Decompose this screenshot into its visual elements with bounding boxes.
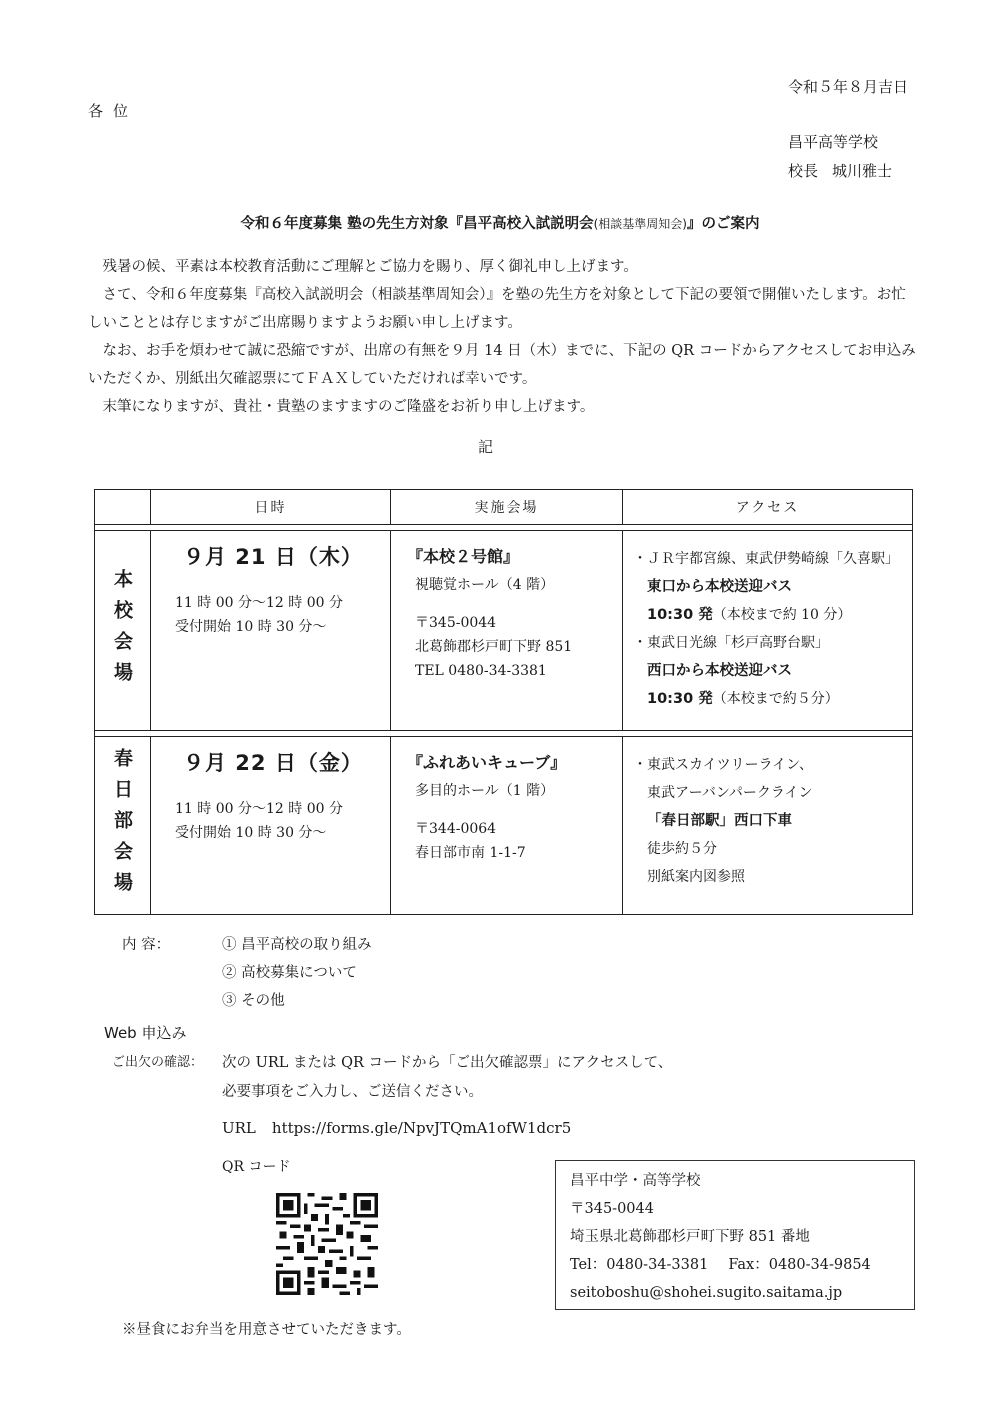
principal-title: 校長 [788,162,819,180]
web-text-line: 次の URL または QR コードから「ご出欠確認票」にアクセスして、 [222,1055,673,1071]
contact-address: 埼玉県北葛飾郡杉戸町下野 851 番地 [570,1229,810,1245]
table-header-row [95,490,913,525]
row-label: 本校会場 [111,568,133,693]
access-cell [623,737,913,915]
web-text-line: 必要事項をご入力し、ご送信ください。 [222,1084,483,1100]
contact-phone-line [570,1251,914,1279]
access-note: （本校まで約５分） [712,691,839,707]
access-line: ・ＪＲ宇都宮線、東武伊勢崎線「久喜駅」 [633,551,899,567]
access-line: ・東武日光線「杉戸高野台駅」 [633,635,829,651]
access-bus: 西口から本校送迎バス [647,663,792,679]
title-sub: (相談基準周知会) [593,217,687,231]
title-main: 令和６年度募集 塾の先生方対象『昌平高校入試説明会 [240,216,594,232]
venue-room: 視聴覚ホール（4 階） [415,577,555,593]
access-walk: 徒歩約５分 [647,841,717,857]
access-departure: 10:30 発 [647,691,713,707]
table-row [95,531,913,731]
row-label-cell [95,737,151,915]
body-paragraph: 末筆になりますが、貴社・貴塾のますますのご隆盛をお祈り申し上げます。 [102,399,595,415]
issue-date: 令和５年８月吉日 [787,78,908,96]
body-paragraph: 残暑の候、平素は本校教育活動にご理解とご協力を賜り、厚く御礼申し上げます。 [102,259,638,275]
contact-tel: Tel：0480-34-3381 [570,1257,709,1273]
row-label-cell [95,531,151,731]
contact-name: 昌平中学・高等学校 [570,1173,701,1189]
contact-email[interactable]: seitoboshu@shohei.sugito.saitama.jp [570,1285,843,1301]
venue-name: 『ふれあいキューブ』 [407,753,567,772]
contents-section [122,931,372,1009]
body-text [88,253,920,421]
web-heading: Web 申込み [104,1024,187,1042]
document-title [0,212,1000,233]
reception-time: 受付開始 10 時 30 分～ [175,825,327,841]
list-item: ② 高校募集について [222,965,357,981]
contact-box [555,1160,915,1310]
venue-cell [391,531,623,731]
header-venue: 実施会場 [391,490,623,525]
venue-tel: TEL 0480-34-3381 [415,663,547,679]
datetime-cell [151,737,391,915]
datetime-cell [151,531,391,731]
contact-postal: 〒345-0044 [570,1201,654,1217]
access-cell [623,531,913,731]
access-map-note: 別紙案内図参照 [647,869,745,885]
web-label: ご出欠の確認： [112,1055,204,1070]
url-label: URL [222,1119,256,1137]
event-date: ９月 21 日（木） [183,545,363,569]
event-time: 11 時 00 分～12 時 00 分 [175,595,343,611]
list-item: ③ その他 [222,993,285,1009]
title-end: 』のご案内 [686,216,760,232]
access-departure: 10:30 発 [647,607,713,623]
access-station: 「春日部駅」西口下車 [647,813,792,829]
sender-principal [788,160,892,181]
access-line: 東武アーバンパークライン [647,785,813,801]
access-bus: 東口から本校送迎バス [647,579,792,595]
venue-postal: 〒345-0044 [415,615,497,631]
reception-time: 受付開始 10 時 30 分～ [175,619,327,635]
event-date: ９月 22 日（金） [183,751,363,775]
access-note: （本校まで約 10 分） [712,607,852,623]
header-access: アクセス [623,490,913,525]
body-paragraph: なお、お手を煩わせて誠に恐縮ですが、出席の有無を９月 14 日（木）までに、下記の QR コードからアクセスしてお申込みいただくか、別紙出欠確認票にてＦＡＸしていただければ幸いです。 [88,343,916,387]
access-line: ・東武スカイツリーライン、 [633,757,814,773]
qr-code-icon[interactable] [276,1193,378,1295]
contents-list [222,931,372,1015]
lunch-note: ※昼食にお弁当を用意させていただきます。 [122,1322,411,1338]
row-label: 春日部会場 [111,748,133,903]
body-paragraph: さて、令和６年度募集『高校入試説明会（相談基準周知会）』を塾の先生方を対象として下記の要領で開催いたします。お忙しいこととは存じますがご出席賜りますようお願い申し上げます。 [88,287,906,331]
venue-name: 『本校２号館』 [407,547,520,566]
list-item: ① 昌平高校の取り組み [222,937,372,953]
venue-room: 多目的ホール（1 階） [415,783,555,799]
ki-heading: 記 [478,438,494,456]
schedule-table [94,489,913,915]
header-datetime: 日時 [151,490,391,525]
web-instructions [222,1049,672,1107]
sender-school: 昌平高等学校 [788,133,879,151]
contact-fax: Fax：0480-34-9854 [728,1257,871,1273]
venue-cell [391,737,623,915]
contents-label: 内 容： [122,937,171,953]
url-line [222,1119,571,1137]
venue-address: 春日部市南 1-1-7 [415,845,526,861]
qr-label: QR コード [222,1159,291,1175]
principal-name: 城川雅士 [832,162,893,180]
venue-address: 北葛飾郡杉戸町下野 851 [415,639,573,655]
table-row [95,737,913,915]
header-blank [95,490,151,525]
event-time: 11 時 00 分～12 時 00 分 [175,801,343,817]
addressee: 各位 [88,102,139,120]
form-url-link[interactable]: https://forms.gle/NpvJTQmA1ofW1dcr5 [271,1119,572,1137]
venue-postal: 〒344-0064 [415,821,497,837]
